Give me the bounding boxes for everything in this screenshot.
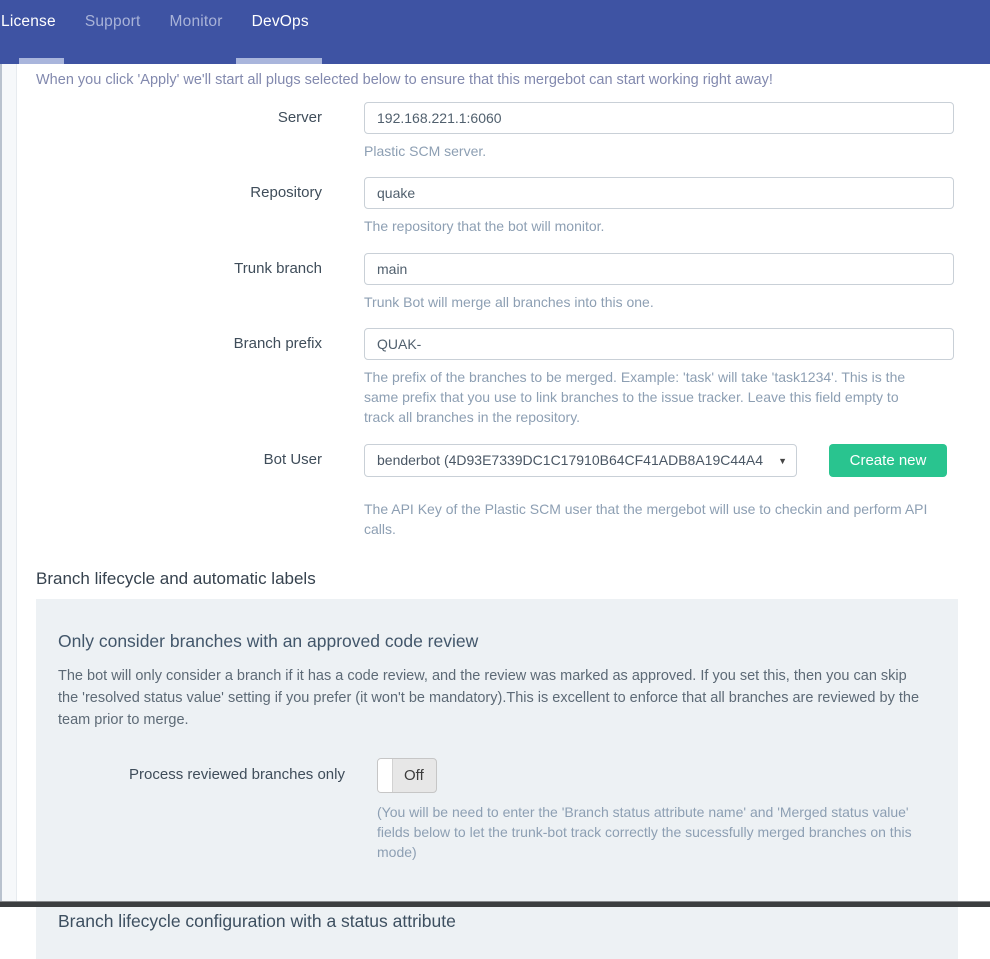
process-reviewed-control xyxy=(377,758,936,863)
process-reviewed-label: Process reviewed branches only xyxy=(129,765,345,783)
branch-prefix-label: Branch prefix xyxy=(233,334,322,352)
trunk-branch-label: Trunk branch xyxy=(234,259,322,277)
create-new-button[interactable]: Create new xyxy=(829,444,947,477)
panel-description: The bot will only consider a branch if it has a code review, and the review was marked as approved. If you set this, then you can skip the 'resolved status value' setting if you prefer (it won't be mandatory).This is excellent to enforce that all branches are reviewed by the team prior to merge. xyxy=(58,668,920,728)
process-reviewed-toggle[interactable] xyxy=(377,758,437,793)
intro-text: When you click 'Apply' we'll start all plugs selected below to ensure that this mergebot can start working right away! xyxy=(36,72,773,88)
form-field-repository xyxy=(36,177,958,236)
toggle-state-label: Off xyxy=(404,766,424,784)
form-field-trunk-branch xyxy=(36,253,958,312)
left-rail xyxy=(0,64,17,901)
window-bottom-edge xyxy=(0,901,990,907)
form-field-bot-user xyxy=(36,444,958,540)
repository-help: The repository that the bot will monitor. xyxy=(364,218,605,235)
form-field-branch-prefix xyxy=(36,328,958,428)
branch-prefix-input[interactable] xyxy=(364,328,954,360)
repository-control xyxy=(364,177,958,236)
top-navigation xyxy=(0,0,990,64)
panel-title-approved-code-review: Only consider branches with an approved code review xyxy=(58,631,479,652)
server-control xyxy=(364,102,958,161)
toggle-handle xyxy=(378,759,393,792)
nav-item-license[interactable]: License xyxy=(1,13,56,30)
server-label: Server xyxy=(277,109,322,126)
nav-item-support[interactable]: Support xyxy=(84,13,141,30)
main-content xyxy=(17,64,990,931)
repository-label: Repository xyxy=(250,184,322,202)
chevron-down-icon: ▼ xyxy=(778,455,787,466)
form-field-server xyxy=(36,102,958,161)
bot-user-select[interactable] xyxy=(364,444,797,477)
process-reviewed-note: (You will be need to enter the 'Branch status attribute name' and 'Merged status value' fields below to let the trunk-bot track correctly the sucessfully merged branches on this mode) xyxy=(377,803,912,861)
server-input[interactable] xyxy=(364,102,954,134)
branch-prefix-control xyxy=(364,328,958,428)
nav-item-monitor[interactable]: Monitor xyxy=(169,13,223,30)
nav-item-devops[interactable]: DevOps xyxy=(251,13,309,30)
trunk-branch-control xyxy=(364,253,958,312)
bot-user-control xyxy=(364,444,958,540)
bot-user-row xyxy=(364,444,958,477)
repository-input[interactable] xyxy=(364,177,954,209)
trunk-branch-input[interactable] xyxy=(364,253,954,285)
form-field-process-reviewed xyxy=(58,758,936,863)
bot-user-help: The API Key of the Plastic SCM user that the mergebot will use to checkin and perform API calls. xyxy=(364,500,928,538)
next-section-title-status-attribute: Branch lifecycle configuration with a status attribute xyxy=(58,910,456,931)
branch-prefix-help: The prefix of the branches to be merged. Example: 'task' will take 'task1234'. This is the same prefix that you use to link branches to the issue tracker. Leave this field empty to track all branches in the repository. xyxy=(364,368,906,426)
trunk-branch-help: Trunk Bot will merge all branches into this one. xyxy=(364,293,654,310)
nav-tabs xyxy=(0,0,990,31)
bot-user-selected-value: benderbot (4D93E7339DC1C17910B64CF41ADB8A19C44A4 xyxy=(377,452,764,469)
bot-user-label: Bot User xyxy=(263,450,322,468)
section-title-branch-lifecycle: Branch lifecycle and automatic labels xyxy=(36,569,316,589)
server-help: Plastic SCM server. xyxy=(364,143,487,159)
